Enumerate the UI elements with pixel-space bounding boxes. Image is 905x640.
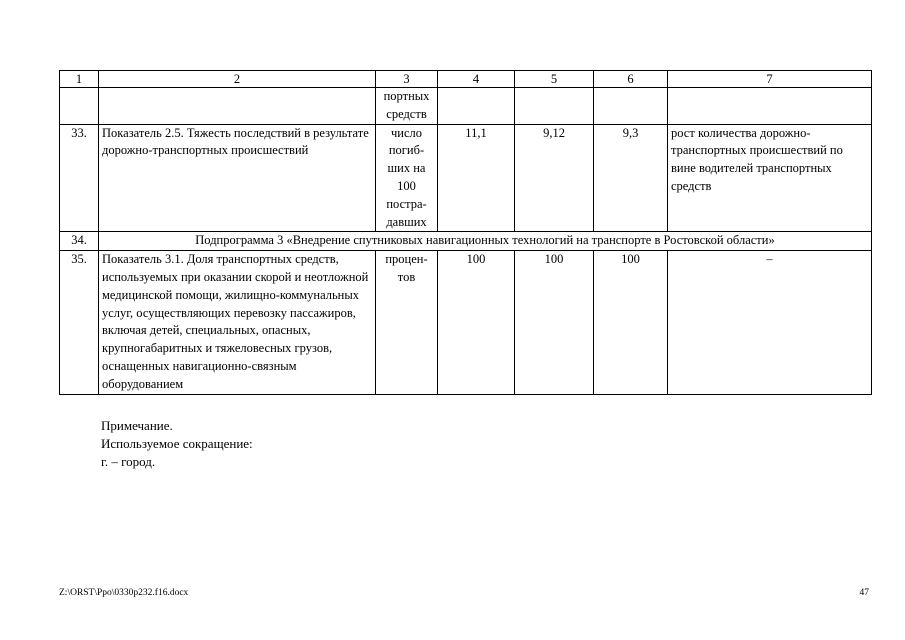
table-row-34 xyxy=(60,232,872,251)
cell-note xyxy=(668,88,872,125)
footer-file-path: Z:\ORST\Ppo\0330p232.f16.docx xyxy=(59,588,189,598)
cell-indicator xyxy=(99,88,376,125)
cell-num xyxy=(60,88,99,125)
cell-num: 33. xyxy=(60,124,99,232)
subprogram-title: Подпрограмма 3 «Внедрение спутниковых навигационных технологий на транспорте в Ростовской области» xyxy=(99,232,872,251)
cell-indicator: Показатель 2.5. Тяжесть последствий в результате дорожно-транспортных происшествий xyxy=(99,124,376,232)
indicators-table xyxy=(59,70,872,395)
cell-num: 35. xyxy=(60,251,99,394)
cell-value-6: 9,3 xyxy=(594,124,668,232)
cell-value-5 xyxy=(515,88,594,125)
header-col-7: 7 xyxy=(668,71,872,88)
header-col-5: 5 xyxy=(515,71,594,88)
table-row-continuation xyxy=(60,88,872,125)
table-row-35 xyxy=(60,251,872,394)
cell-unit: процен-тов xyxy=(376,251,438,394)
header-col-1: 1 xyxy=(60,71,99,88)
cell-value-6: 100 xyxy=(594,251,668,394)
cell-unit: портных средств xyxy=(376,88,438,125)
abbreviation-heading: Используемое сокращение: xyxy=(101,436,253,451)
header-col-3: 3 xyxy=(376,71,438,88)
cell-value-4: 100 xyxy=(438,251,515,394)
table-row-33 xyxy=(60,124,872,232)
cell-value-4 xyxy=(438,88,515,125)
cell-value-4: 11,1 xyxy=(438,124,515,232)
cell-value-5: 100 xyxy=(515,251,594,394)
cell-value-6 xyxy=(594,88,668,125)
page-number: 47 xyxy=(859,588,869,598)
notes-block xyxy=(101,417,253,471)
header-col-2: 2 xyxy=(99,71,376,88)
abbreviation-entry: г. – город. xyxy=(101,454,156,469)
cell-indicator: Показатель 3.1. Доля транспортных средств, используемых при оказании скорой и неотложной медицинской помощи, жилищно-коммунальных услуг, осуществляющих перевозку пассажиров, включая детей, специальных, опасных, крупногабаритных и тяжеловесных грузов, оснащенных навигационно-связным оборудованием xyxy=(99,251,376,394)
header-row xyxy=(60,71,872,88)
cell-note: рост количества дорожно-транспортных происшествий по вине водителей транспортных средств xyxy=(668,124,872,232)
cell-value-5: 9,12 xyxy=(515,124,594,232)
cell-note: – xyxy=(668,251,872,394)
header-col-4: 4 xyxy=(438,71,515,88)
header-col-6: 6 xyxy=(594,71,668,88)
cell-num: 34. xyxy=(60,232,99,251)
notes-title: Примечание. xyxy=(101,418,173,433)
cell-unit: число погиб-ших на 100 постра-давших xyxy=(376,124,438,232)
